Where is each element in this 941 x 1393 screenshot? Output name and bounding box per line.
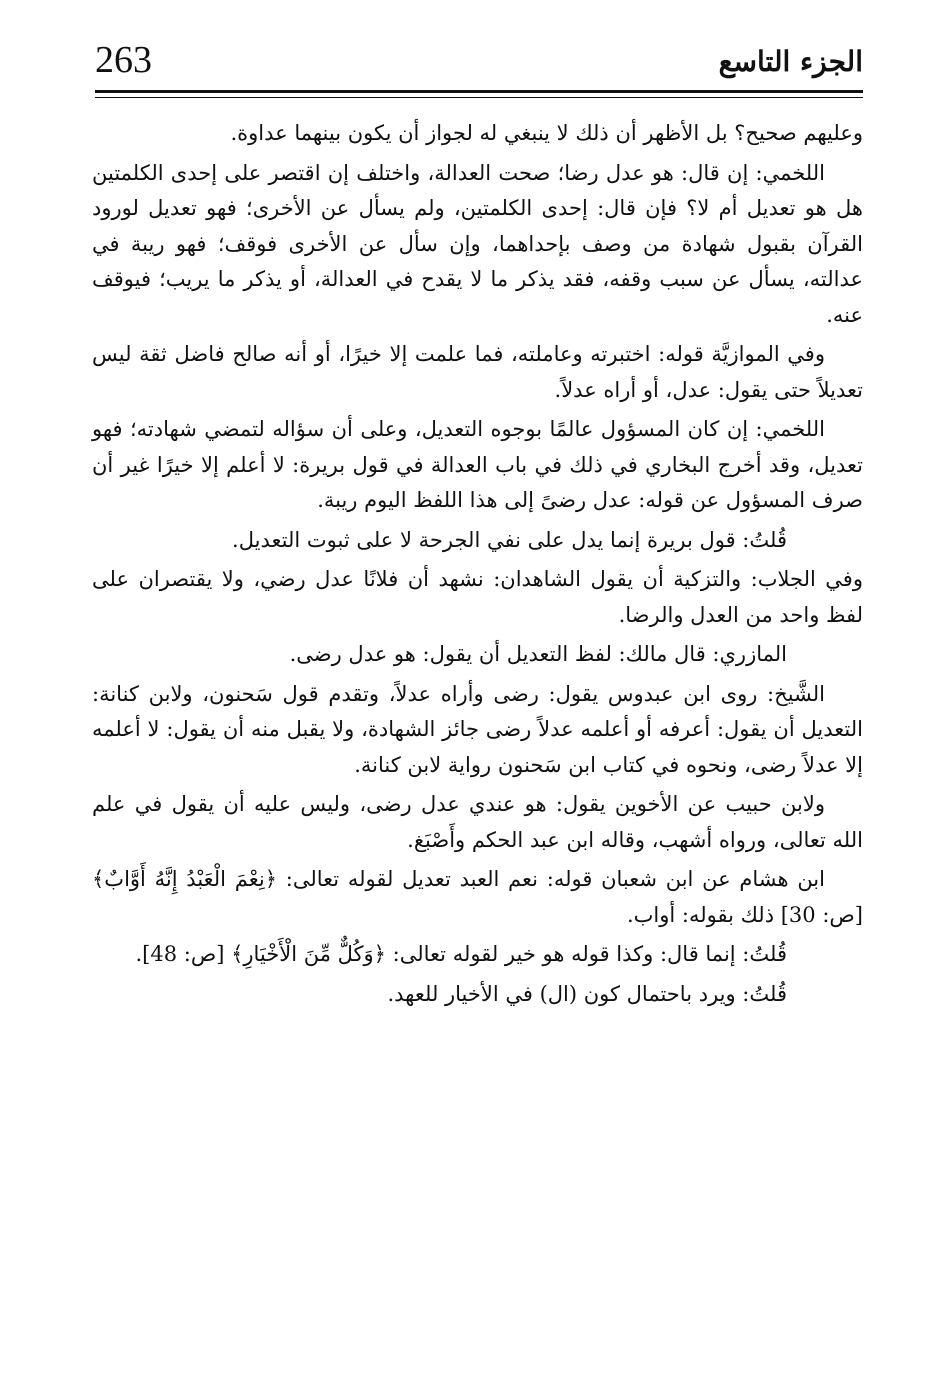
paragraph-9: ولابن حبيب عن الأخوين يقول: هو عندي عدل رضى، وليس عليه أن يقول في علم الله تعالى، ورواه أشهب، وقاله ابن عبد الحكم وأَصْبَغ. bbox=[92, 792, 863, 852]
paragraph-6: وفي الجلاب: والتزكية أن يقول الشاهدان: نشهد أن فلانًا عدل رضي، ولا يقتصران على لفظ واحد من العدل والرضا. bbox=[92, 567, 863, 627]
paragraph-10: ابن هشام عن ابن شعبان قوله: نعم العبد تعديل لقوله تعالى: ﴿نِعْمَ الْعَبْدُ إِنَّهُ أَوَّابٌ﴾ [ص: 30] ذلك بقوله: أواب. bbox=[92, 867, 863, 927]
running-head: الجزء التاسع bbox=[718, 45, 863, 78]
paragraph-12: قُلتُ: ويرد باحتمال كون (ال) في الأخيار للعهد. bbox=[387, 981, 787, 1006]
paragraph-2: اللخمي: إن قال: هو عدل رضا؛ صحت العدالة، واختلف إن اقتصر على إحدى الكلمتين هل هو تعديل أم لا؟ فإن قال: إحدى الكلمتين، ولم يسأل عن الأخرى؛ فهو تعديل لورود القرآن بقبول شهادة من وصف بإحداهما، وإن سأل عن الأخرى فوقف؛ فهو ريبة في عدالته، يسأل عن سبب وقفه، فقد يذكر ما لا يقدح في العدالة، أو يذكر ما يريب؛ فيوقف عنه. bbox=[92, 160, 863, 327]
paragraph-4: اللخمي: إن كان المسؤول عالمًا بوجوه التعديل، وعلى أن سؤاله لتمضي شهادته؛ فهو تعديل، وقد أخرج البخاري في ذلك في باب العدالة في قول بريرة: لا أعلم إلا خيرًا غير أن صرف المسؤول عن قوله: عدل رضىً إلى هذا اللفظ اليوم ريبة. bbox=[92, 417, 863, 512]
paragraph-8: الشَّيخ: روى ابن عبدوس يقول: رضى وأراه عدلاً، وتقدم قول سَحنون، ولابن كنانة: التعديل أن يقول: أعرفه أو أعلمه عدلاً رضى جائز الشهادة، ولا يقبل منه أن يقول: لا أعلمه إلا عدلاً رضى، ونحوه في كتاب ابن سَحنون رواية لابن كنانة. bbox=[92, 681, 863, 777]
page-body bbox=[92, 116, 863, 1016]
paragraph-11: قُلتُ: إنما قال: وكذا قوله هو خير لقوله تعالى: ﴿وَكُلٌّ مِّنَ الْأَخْيَارِ﴾ [ص: 48]. bbox=[135, 942, 787, 966]
page-header bbox=[95, 38, 863, 96]
header-rule-thin bbox=[95, 97, 863, 98]
paragraph-3: وفي الموازيَّة قوله: اختبرته وعاملته، فما علمت إلا خيرًا، أو أنه صالح فاضل ثقة ليس تعديلاً حتى يقول: عدل، أو أراه عدلاً. bbox=[92, 342, 863, 402]
header-rule-thick bbox=[95, 90, 863, 93]
paragraph-1: وعليهم صحيح؟ بل الأظهر أن ذلك لا ينبغي له لجواز أن يكون بينهما عداوة. bbox=[230, 121, 863, 145]
paragraph-5: قُلتُ: قول بريرة إنما يدل على نفي الجرحة لا على ثبوت التعديل. bbox=[232, 527, 787, 552]
paragraph-7: المازري: قال مالك: لفظ التعديل أن يقول: هو عدل رضى. bbox=[289, 642, 787, 666]
page-number: 263 bbox=[95, 39, 152, 81]
